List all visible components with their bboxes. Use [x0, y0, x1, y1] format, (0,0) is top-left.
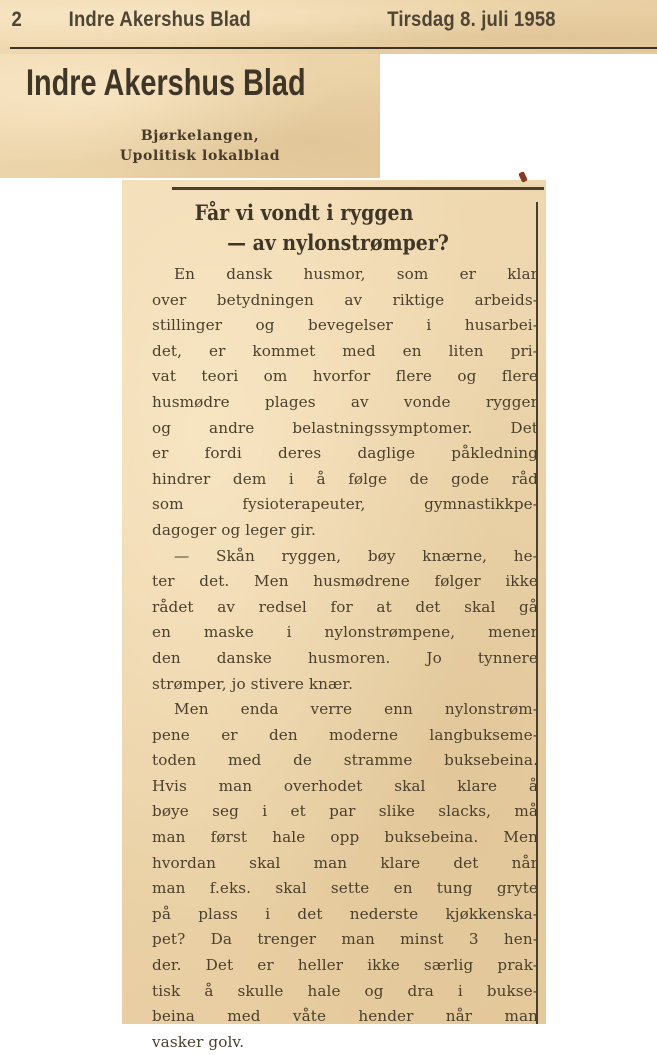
page-number: 2 — [11, 8, 22, 31]
article-headline-line1: Får vi vondt i ryggen — [194, 200, 414, 225]
page-header-row — [0, 8, 578, 38]
body-line: toden med de stramme buksebeina. — [152, 751, 538, 770]
publication-date: Tirsdag 8. juli 1958 — [387, 8, 556, 31]
body-line: En dansk husmor, som er klar — [174, 265, 538, 283]
body-line: — Skån ryggen, bøy knærne, he- — [174, 546, 538, 565]
masthead-tagline: Upolitisk lokalblad — [119, 148, 281, 164]
body-line: hvordan skal man klare det når — [152, 853, 538, 872]
body-line: husmødre plages av vonde rygger — [152, 392, 538, 411]
article-top-rule — [172, 187, 544, 190]
body-line: som fysioterapeuter, gymnastikkpe- — [152, 495, 538, 514]
body-line: beina med våte hender når man — [152, 1007, 538, 1026]
header-strip-clipping — [0, 0, 657, 54]
body-line: stillinger og bevegelser i husarbei- — [152, 316, 538, 335]
article-clipping — [122, 180, 546, 1051]
body-line: pet? Da trenger man minst 3 hen- — [152, 930, 538, 949]
header-paper-name: Indre Akershus Blad — [68, 8, 252, 31]
body-line: strømper, jo stivere knær. — [152, 674, 354, 693]
article-body — [152, 262, 538, 1055]
body-line: hindrer dem i å følge de gode råd — [152, 469, 538, 488]
body-line: tisk å skulle hale og dra i bukse- — [152, 981, 538, 1000]
body-line: Hvis man overhodet skal klare å — [152, 776, 538, 795]
body-line: man f.eks. skal sette en tung gryte — [152, 879, 538, 898]
body-line: vat teori om hvorfor flere og flere — [152, 367, 538, 386]
body-line: bøye seg i et par slike slacks, må — [152, 802, 538, 821]
body-line: er fordi deres daglige påkledning — [152, 444, 538, 463]
body-line: der. Det er heller ikke særlig prak- — [152, 956, 538, 975]
body-line: dagoger og leger gir. — [152, 520, 316, 539]
body-line: en maske i nylonstrømpene, mener — [152, 623, 538, 642]
body-line: den danske husmoren. Jo tynnere — [152, 648, 538, 667]
masthead-location: Bjørkelangen, — [140, 128, 260, 144]
body-line: ter det. Men husmødrene følger ikke — [152, 572, 538, 591]
body-line: det, er kommet med en liten pri- — [152, 341, 538, 360]
masthead-clipping — [0, 54, 380, 178]
body-line: Men enda verre enn nylonstrøm- — [174, 700, 538, 719]
body-line: rådet av redsel for at det skal gå — [152, 597, 538, 616]
masthead-title: Indre Akershus Blad — [26, 62, 306, 103]
body-line: over betydningen av riktige arbeids- — [152, 290, 538, 309]
body-line: man først hale opp buksebeina. Men — [152, 828, 538, 847]
header-rule-divider — [10, 47, 657, 49]
body-line: vasker golv. — [152, 1032, 245, 1051]
body-line: og andre belastningssymptomer. Det — [152, 418, 538, 437]
body-line: på plass i det nederste kjøkkenska- — [152, 904, 538, 923]
article-headline-line2: — av nylonstrømper? — [227, 230, 449, 255]
body-line: pene er den moderne langbukseme- — [152, 725, 538, 744]
